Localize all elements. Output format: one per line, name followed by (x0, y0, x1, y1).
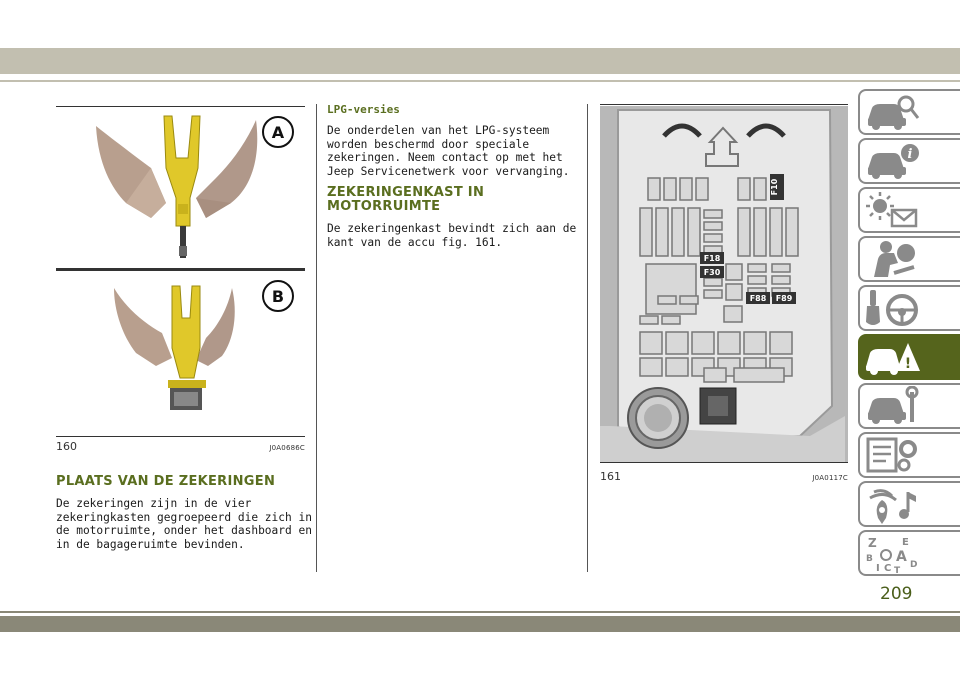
figure-161-caption (600, 470, 848, 483)
text-line: kant van de accu fig. 161. (327, 235, 503, 249)
figure-code: J0A0686C (269, 444, 305, 452)
text-line: zekeringkasten gegroepeerd die zich in (56, 510, 312, 524)
chapter-tab-4[interactable] (858, 236, 960, 282)
svg-text:I: I (876, 563, 880, 573)
fuse-label-f89: F89 (775, 294, 793, 303)
text-line: zekeringen. Neem contact op met het (327, 151, 563, 164)
car-wrench-icon (864, 386, 920, 426)
bottom-footer-rule (0, 611, 960, 613)
person-airbag-icon (864, 239, 920, 279)
chapter-tab-1[interactable] (858, 89, 960, 135)
chapter-tab-10[interactable] (858, 530, 960, 576)
fuse-label-f30: F30 (703, 268, 721, 277)
subheading-lpg: LPG-versies (327, 103, 400, 116)
figure-161-bottom-rule (600, 462, 848, 463)
heading-line: ZEKERINGENKAST IN (327, 185, 485, 200)
bottom-footer-band (0, 616, 960, 632)
chapter-tab-3[interactable] (858, 187, 960, 233)
chapter-tab-2[interactable] (858, 138, 960, 184)
fuse-label-f18: F18 (703, 254, 721, 263)
chapter-tab-5[interactable] (858, 285, 960, 331)
svg-text:C: C (884, 563, 892, 573)
figure-number: 160 (56, 440, 77, 453)
heading-line: MOTORRUIMTE (327, 199, 441, 214)
svg-text:A: A (896, 549, 907, 565)
section-heading-plaats: PLAATS VAN DE ZEKERINGEN (56, 474, 276, 489)
figure-code: J0A0117C (812, 474, 848, 482)
car-magnifier-icon (864, 92, 920, 132)
text-line: Jeep Servicenetwerk voor vervanging. (327, 164, 570, 178)
svg-text:E: E (902, 537, 909, 548)
figure-top-rule (56, 106, 305, 107)
figure-label-b: B (271, 287, 285, 306)
column-divider-right (587, 104, 588, 572)
car-crash-warning-icon (864, 337, 920, 377)
svg-text:B: B (866, 554, 873, 564)
top-header-band (0, 48, 960, 74)
chapter-tab-9[interactable] (858, 481, 960, 527)
text-line: in de bagageruimte bevinden. (56, 537, 245, 551)
text-line: worden beschermd door speciale (327, 137, 530, 151)
figure-bottom-rule (56, 436, 305, 437)
text-line: De zekeringenkast bevindt zich aan de (327, 222, 577, 235)
chapter-tab-8[interactable] (858, 432, 960, 478)
fuse-puller-photo (56, 108, 305, 428)
paragraph-lpg (327, 124, 587, 178)
chapter-tab-7[interactable] (858, 383, 960, 429)
svg-text:T: T (894, 566, 901, 573)
chapter-tab-6-active[interactable] (858, 334, 960, 380)
alphabet-index-icon (864, 533, 920, 573)
text-line: de motorruimte, onder het dashboard en (56, 524, 312, 537)
figure-number: 161 (600, 470, 621, 483)
paragraph-plaats (56, 497, 316, 551)
text-line: De zekeringen zijn in de vier (56, 497, 252, 510)
figure-161-top-rule (600, 104, 848, 105)
page-number: 209 (880, 584, 913, 604)
warning-light-envelope-icon (864, 190, 920, 230)
text-line: De onderdelen van het LPG-systeem (327, 124, 550, 137)
section-heading-zekeringenkast (327, 186, 587, 214)
list-gear-icon (864, 435, 920, 475)
top-header-rule (0, 80, 960, 82)
fuse-label-f10: F10 (770, 178, 779, 196)
key-steering-wheel-icon (864, 288, 920, 328)
svg-text:D: D (910, 560, 918, 570)
svg-text:!: ! (904, 356, 912, 372)
satellite-music-icon (864, 484, 920, 524)
figure-label-a: A (271, 123, 285, 142)
svg-text:i: i (907, 147, 913, 162)
column-divider-left (316, 104, 317, 572)
car-info-icon (864, 141, 920, 181)
svg-text:Z: Z (868, 536, 877, 550)
fuse-label-f88: F88 (749, 294, 767, 303)
figure-160-caption (56, 440, 305, 453)
fuse-box-photo (600, 106, 848, 462)
paragraph-zekeringenkast (327, 222, 587, 249)
